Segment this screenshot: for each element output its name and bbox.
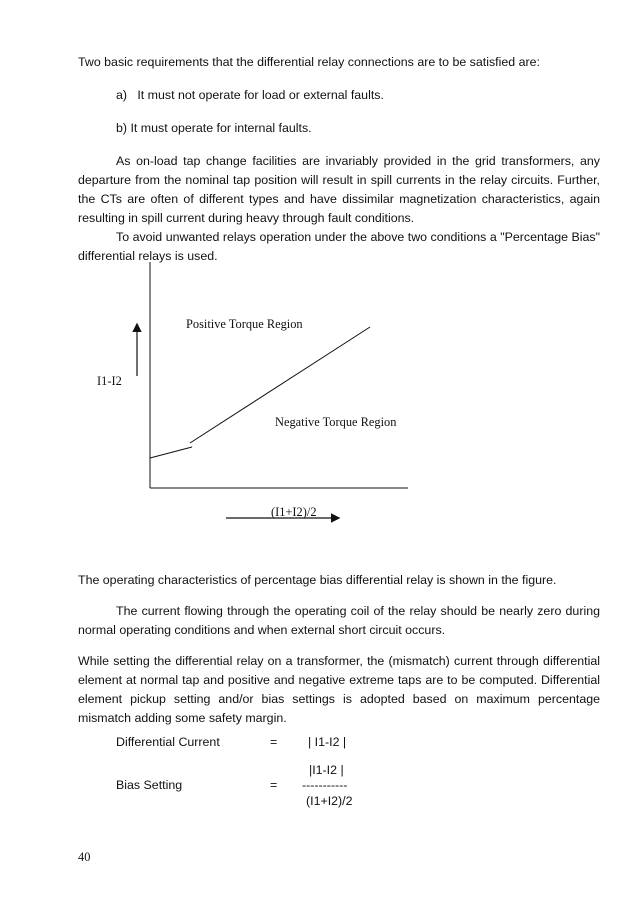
bias-setting-label: Bias Setting xyxy=(116,778,183,792)
bias-setting-equals: = xyxy=(270,778,278,792)
differential-current-value: | I1-I2 | xyxy=(308,735,347,749)
percentage-bias-paragraph: To avoid unwanted relays operation under the above two conditions a "Percentage Bias" differential relays is used. xyxy=(78,230,600,263)
requirement-b: b) It must operate for internal faults. xyxy=(116,121,312,135)
bias-setting-numerator: |I1-I2 | xyxy=(309,763,344,777)
intro-paragraph: Two basic requirements that the differential relay connections are to be satisfied are: xyxy=(78,55,540,69)
tap-change-paragraph: As on-load tap change facilities are invariably provided in the grid transformers, any departure from the nominal tap position will result in spill currents in the relay circuits. Further, the CTs are often of different types and have dissimilar magnetization characteristics, again resulting in spill current during heavy through fault conditions. xyxy=(78,154,600,225)
characteristics-paragraph: The operating characteristics of percentage bias differential relay is shown in the figure. xyxy=(78,573,557,587)
requirement-a: a) It must not operate for load or external faults. xyxy=(116,88,384,102)
differential-current-equals: = xyxy=(270,735,278,749)
positive-torque-region-label: Positive Torque Region xyxy=(186,317,303,331)
page-number: 40 xyxy=(78,850,91,864)
relay-setting-paragraph: While setting the differential relay on a transformer, the (mismatch) current through differential element at normal tap and positive and negative extreme taps are to be computed. Differential element pickup setting and/or bias settings is adopted based on maximum percentage mismatch adding some safety margin. xyxy=(78,654,600,725)
characteristic-initial-segment xyxy=(150,447,192,458)
differential-current-label: Differential Current xyxy=(116,735,220,749)
x-axis-label: (I1+I2)/2 xyxy=(271,505,317,519)
y-axis-label: I1-I2 xyxy=(97,374,122,388)
negative-torque-region-label: Negative Torque Region xyxy=(275,415,397,429)
bias-setting-denominator: (I1+I2)/2 xyxy=(306,794,353,808)
bias-setting-fraction-bar: ----------- xyxy=(302,778,348,792)
operating-coil-paragraph: The current flowing through the operating coil of the relay should be nearly zero during normal operating conditions and when external short circuit occurs. xyxy=(78,604,600,637)
